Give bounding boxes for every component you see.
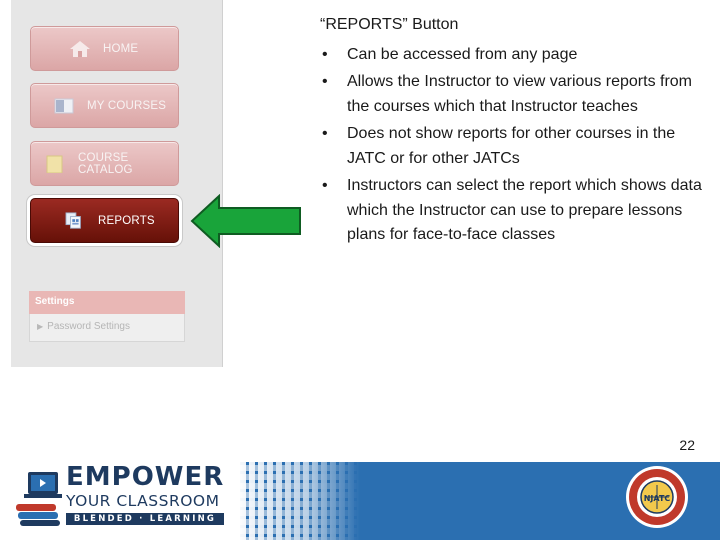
settings-heading: Settings <box>29 291 185 314</box>
laptop-books-icon <box>14 468 64 526</box>
slide-title: “REPORTS” Button <box>320 16 459 33</box>
slide-content <box>320 13 710 251</box>
triangle-right-icon: ▶ <box>37 322 44 331</box>
footer-pixel-pattern <box>240 462 360 540</box>
reports-label: REPORTS <box>98 214 155 227</box>
bullet-item <box>320 43 710 68</box>
course-catalog-label: COURSE CATALOG <box>78 151 133 176</box>
arrow-left-icon <box>190 194 304 248</box>
bullet-item <box>320 174 710 248</box>
bullet-marker: • <box>322 125 328 142</box>
my-courses-label: MY COURSES <box>87 99 167 112</box>
bullet-marker: • <box>322 73 328 90</box>
bullet-text: Instructors can select the report which shows data which the Instructor can use to prepare lessons plans for face-to-face classes <box>347 177 702 243</box>
njatc-seal-icon <box>625 465 689 529</box>
bullet-text: Does not show reports for other courses in the JATC or for other JATCs <box>347 125 676 167</box>
seal-text: NJATC <box>643 494 671 503</box>
course-catalog-button[interactable] <box>30 141 179 186</box>
window-icon <box>53 97 75 115</box>
bullet-text: Can be accessed from any page <box>347 45 578 63</box>
house-icon <box>69 40 91 58</box>
logo-tagline: BLENDED · LEARNING <box>66 513 224 525</box>
bullet-marker: • <box>322 177 328 194</box>
lms-sidebar-screenshot <box>11 0 223 367</box>
password-settings-link[interactable] <box>29 314 185 342</box>
bullet-item <box>320 70 710 119</box>
page-number: 22 <box>679 437 695 453</box>
bullet-marker: • <box>322 45 328 63</box>
bullet-list <box>320 43 710 248</box>
logo-word-empower: EMPOWER <box>66 462 225 492</box>
my-courses-button[interactable] <box>30 83 179 128</box>
empower-logo <box>14 462 230 528</box>
book-icon <box>44 155 66 173</box>
bullet-text: Allows the Instructor to view various reports from the courses which that Instructor teaches <box>347 73 693 115</box>
documents-icon <box>64 212 86 230</box>
password-settings-label: Password Settings <box>47 321 130 332</box>
home-button[interactable] <box>30 26 179 71</box>
bullet-item <box>320 122 710 171</box>
logo-word-classroom: YOUR CLASSROOM <box>66 492 220 510</box>
home-label: HOME <box>103 42 139 55</box>
reports-button[interactable] <box>30 198 179 243</box>
